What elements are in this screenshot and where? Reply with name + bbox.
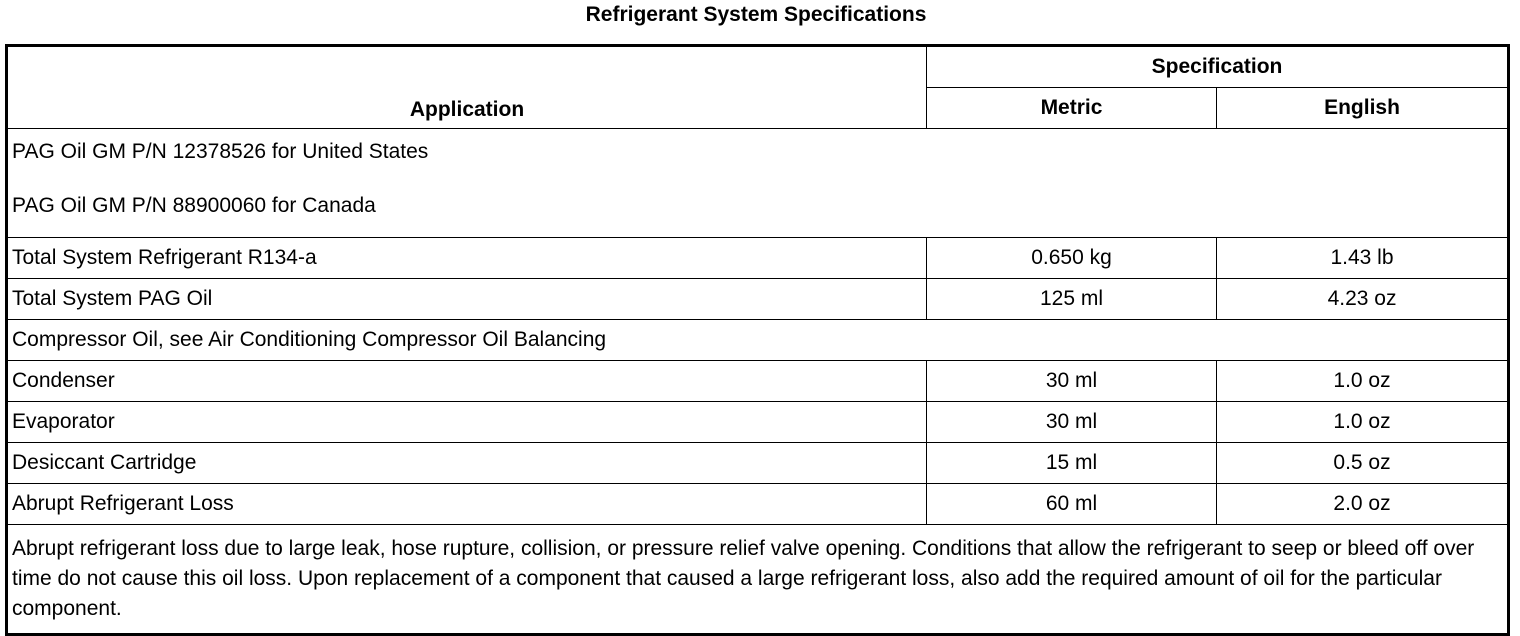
row-english: 1.0 oz [1217, 361, 1509, 402]
table-row [7, 443, 1509, 484]
row-label: Total System Refrigerant R134-a [7, 238, 927, 279]
row-metric: 15 ml [927, 443, 1217, 484]
page-title: Refrigerant System Specifications [585, 3, 927, 26]
table-row [7, 402, 1509, 443]
table-row [7, 361, 1509, 402]
row-label: Abrupt Refrigerant Loss [7, 484, 927, 525]
footnote-row [7, 525, 1509, 635]
spec-table [5, 44, 1510, 636]
table-row [7, 238, 1509, 279]
specification-header: Specification [927, 46, 1509, 88]
pag-oil-canada: PAG Oil GM P/N 88900060 for Canada [12, 194, 376, 217]
english-header: English [1217, 88, 1509, 129]
row-english: 2.0 oz [1217, 484, 1509, 525]
compressor-note: Compressor Oil, see Air Conditioning Compressor Oil Balancing [7, 320, 1509, 361]
metric-header: Metric [927, 88, 1217, 129]
application-header: Application [7, 46, 927, 129]
row-label: Desiccant Cartridge [7, 443, 927, 484]
row-english: 1.43 lb [1217, 238, 1509, 279]
footnote: Abrupt refrigerant loss due to large leak, hose rupture, collision, or pressure relief valve opening. Conditions that allow the refrigerant to seep or bleed off over time do not cause this oil loss. Upon replacement of a component that caused a large refrigerant loss, also add the required amount of oil for the particular component. [7, 525, 1509, 635]
row-metric: 125 ml [927, 279, 1217, 320]
compressor-note-row [7, 320, 1509, 361]
row-english: 1.0 oz [1217, 402, 1509, 443]
row-metric: 30 ml [927, 402, 1217, 443]
row-metric: 60 ml [927, 484, 1217, 525]
row-label: Condenser [7, 361, 927, 402]
header-row-top [7, 46, 1509, 88]
row-label: Evaporator [7, 402, 927, 443]
table-row [7, 484, 1509, 525]
row-english: 0.5 oz [1217, 443, 1509, 484]
pag-oil-cell [7, 129, 1509, 238]
pag-oil-us: PAG Oil GM P/N 12378526 for United States [12, 140, 429, 163]
row-metric: 30 ml [927, 361, 1217, 402]
row-label: Total System PAG Oil [7, 279, 927, 320]
pag-oil-row [7, 129, 1509, 238]
table-row [7, 279, 1509, 320]
row-english: 4.23 oz [1217, 279, 1509, 320]
row-metric: 0.650 kg [927, 238, 1217, 279]
